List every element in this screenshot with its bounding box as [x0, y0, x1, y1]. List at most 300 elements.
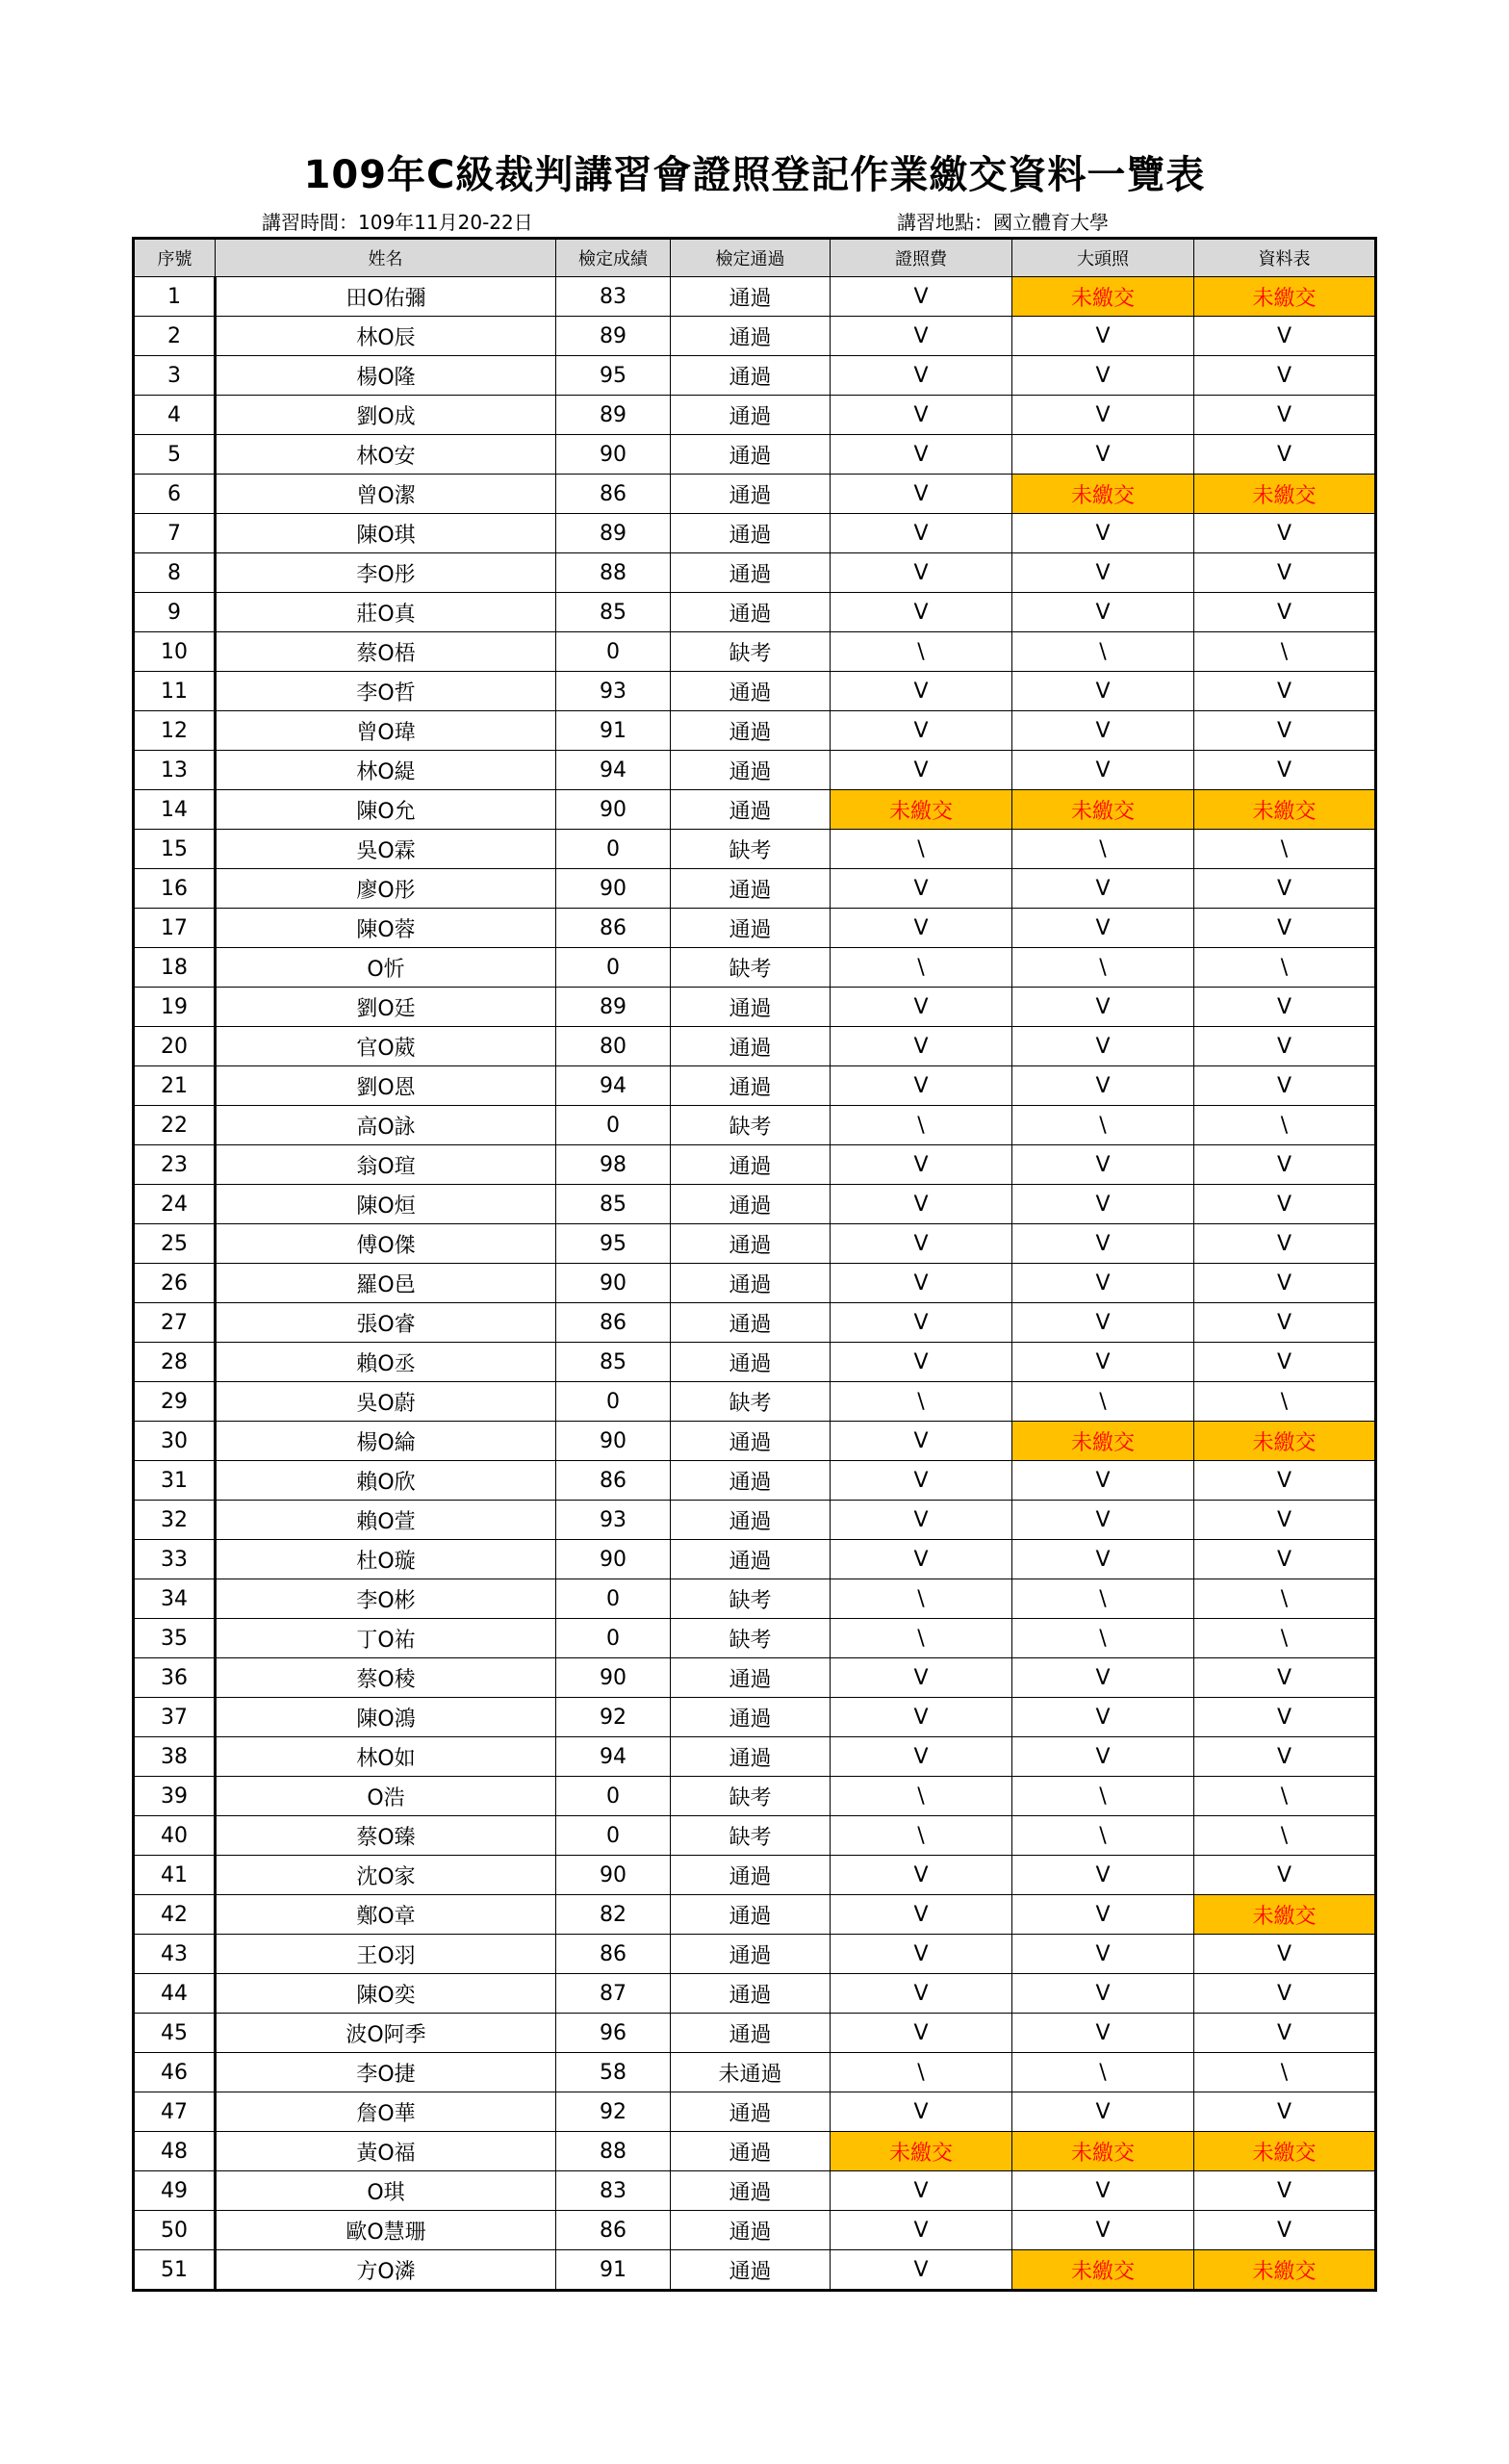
row-score: 89 [556, 514, 671, 553]
row-license-fee: \ [831, 1382, 1012, 1422]
row-license-fee: V [831, 1658, 1012, 1698]
row-pass: 通過 [671, 514, 831, 553]
table-row [134, 1303, 1376, 1343]
row-pass: 通過 [671, 593, 831, 632]
row-pass: 通過 [671, 1422, 831, 1461]
row-photo: 未繳交 [1012, 2132, 1194, 2171]
row-name: 沈O家 [216, 1856, 556, 1895]
row-license-fee: V [831, 1540, 1012, 1579]
table-row [134, 1422, 1376, 1461]
row-name: 林O辰 [216, 317, 556, 356]
row-name: 官O葳 [216, 1027, 556, 1066]
row-license-fee: V [831, 1185, 1012, 1224]
row-data-form: V [1194, 751, 1376, 790]
row-license-fee: V [831, 1461, 1012, 1501]
table-row [134, 1264, 1376, 1303]
row-data-form: 未繳交 [1194, 790, 1376, 830]
row-pass: 通過 [671, 1224, 831, 1264]
row-seq: 9 [134, 593, 216, 632]
table-row [134, 1461, 1376, 1501]
row-photo: V [1012, 1027, 1194, 1066]
row-photo: V [1012, 1501, 1194, 1540]
row-score: 86 [556, 475, 671, 514]
row-photo: V [1012, 1224, 1194, 1264]
row-seq: 13 [134, 751, 216, 790]
row-name: 廖O彤 [216, 869, 556, 909]
row-name: 李O捷 [216, 2053, 556, 2092]
row-score: 86 [556, 2211, 671, 2250]
row-score: 83 [556, 277, 671, 317]
row-data-form: \ [1194, 2053, 1376, 2092]
row-name: 吳O霖 [216, 830, 556, 869]
row-score: 90 [556, 1658, 671, 1698]
row-seq: 22 [134, 1106, 216, 1145]
row-data-form: V [1194, 435, 1376, 475]
row-score: 98 [556, 1145, 671, 1185]
table-row [134, 1856, 1376, 1895]
row-license-fee: V [831, 2092, 1012, 2132]
row-license-fee: V [831, 909, 1012, 948]
row-data-form: V [1194, 1737, 1376, 1777]
row-score: 0 [556, 1777, 671, 1816]
row-data-form: V [1194, 1303, 1376, 1343]
row-name: 賴O萱 [216, 1501, 556, 1540]
table-row [134, 1224, 1376, 1264]
row-photo: V [1012, 1935, 1194, 1974]
row-license-fee: V [831, 1935, 1012, 1974]
row-data-form: V [1194, 711, 1376, 751]
row-score: 88 [556, 2132, 671, 2171]
table-row [134, 1895, 1376, 1935]
row-seq: 20 [134, 1027, 216, 1066]
row-seq: 25 [134, 1224, 216, 1264]
row-seq: 4 [134, 396, 216, 435]
row-data-form: V [1194, 1224, 1376, 1264]
row-score: 90 [556, 869, 671, 909]
row-name: 李O彤 [216, 553, 556, 593]
row-license-fee: V [831, 2014, 1012, 2053]
row-score: 0 [556, 1382, 671, 1422]
row-seq: 1 [134, 277, 216, 317]
table-row [134, 2132, 1376, 2171]
row-seq: 17 [134, 909, 216, 948]
row-data-form: V [1194, 1856, 1376, 1895]
row-pass: 通過 [671, 475, 831, 514]
row-license-fee: V [831, 1856, 1012, 1895]
table-row [134, 1619, 1376, 1658]
row-name: 張O睿 [216, 1303, 556, 1343]
row-pass: 通過 [671, 2250, 831, 2291]
table-row [134, 1698, 1376, 1737]
row-pass: 通過 [671, 790, 831, 830]
table-row [134, 1185, 1376, 1224]
row-photo: V [1012, 672, 1194, 711]
row-photo: V [1012, 2092, 1194, 2132]
row-photo: V [1012, 356, 1194, 396]
row-license-fee: V [831, 672, 1012, 711]
row-name: 曾O瑋 [216, 711, 556, 751]
row-data-form: V [1194, 1658, 1376, 1698]
row-data-form: V [1194, 2211, 1376, 2250]
row-name: 翁O瑄 [216, 1145, 556, 1185]
row-name: 高O詠 [216, 1106, 556, 1145]
row-seq: 23 [134, 1145, 216, 1185]
table-row [134, 553, 1376, 593]
row-name: 黃O福 [216, 2132, 556, 2171]
row-name: 賴O丞 [216, 1343, 556, 1382]
row-seq: 19 [134, 988, 216, 1027]
row-score: 0 [556, 1816, 671, 1856]
row-photo: V [1012, 869, 1194, 909]
row-score: 91 [556, 711, 671, 751]
row-data-form: V [1194, 317, 1376, 356]
row-name: 吳O蔚 [216, 1382, 556, 1422]
row-license-fee: V [831, 1343, 1012, 1382]
row-score: 86 [556, 1303, 671, 1343]
row-license-fee: \ [831, 830, 1012, 869]
row-seq: 6 [134, 475, 216, 514]
table-row [134, 356, 1376, 396]
row-data-form: \ [1194, 1382, 1376, 1422]
row-score: 89 [556, 317, 671, 356]
row-score: 88 [556, 553, 671, 593]
row-photo: V [1012, 1974, 1194, 2014]
row-pass: 通過 [671, 1540, 831, 1579]
row-license-fee: V [831, 2171, 1012, 2211]
row-license-fee: V [831, 1422, 1012, 1461]
row-data-form: V [1194, 1343, 1376, 1382]
row-pass: 通過 [671, 2211, 831, 2250]
row-name: 劉O廷 [216, 988, 556, 1027]
row-seq: 14 [134, 790, 216, 830]
row-license-fee: V [831, 1066, 1012, 1106]
row-score: 0 [556, 1619, 671, 1658]
row-photo: V [1012, 1461, 1194, 1501]
row-license-fee: V [831, 277, 1012, 317]
table-row [134, 909, 1376, 948]
table-row [134, 396, 1376, 435]
row-license-fee: \ [831, 1579, 1012, 1619]
row-score: 90 [556, 435, 671, 475]
row-seq: 46 [134, 2053, 216, 2092]
row-pass: 通過 [671, 356, 831, 396]
row-name: 李O彬 [216, 1579, 556, 1619]
row-pass: 通過 [671, 1303, 831, 1343]
row-data-form: V [1194, 909, 1376, 948]
row-license-fee: V [831, 593, 1012, 632]
row-data-form: V [1194, 1027, 1376, 1066]
row-pass: 通過 [671, 1974, 831, 2014]
row-pass: 通過 [671, 1185, 831, 1224]
row-photo: \ [1012, 1619, 1194, 1658]
row-license-fee: V [831, 317, 1012, 356]
row-score: 86 [556, 1935, 671, 1974]
row-pass: 缺考 [671, 1816, 831, 1856]
row-license-fee: V [831, 988, 1012, 1027]
row-pass: 通過 [671, 711, 831, 751]
row-seq: 18 [134, 948, 216, 988]
row-seq: 21 [134, 1066, 216, 1106]
table-row [134, 869, 1376, 909]
row-seq: 51 [134, 2250, 216, 2291]
row-data-form: \ [1194, 948, 1376, 988]
row-license-fee: V [831, 1698, 1012, 1737]
row-photo: V [1012, 1737, 1194, 1777]
row-data-form: V [1194, 356, 1376, 396]
row-license-fee: V [831, 1264, 1012, 1303]
row-license-fee: V [831, 396, 1012, 435]
row-score: 80 [556, 1027, 671, 1066]
row-pass: 通過 [671, 988, 831, 1027]
row-pass: 通過 [671, 553, 831, 593]
row-license-fee: V [831, 1145, 1012, 1185]
session-location: 講習地點：國立體育大學 [897, 211, 1109, 234]
row-pass: 通過 [671, 317, 831, 356]
row-seq: 11 [134, 672, 216, 711]
row-score: 95 [556, 356, 671, 396]
row-photo: V [1012, 514, 1194, 553]
row-score: 0 [556, 1106, 671, 1145]
row-data-form: 未繳交 [1194, 2250, 1376, 2291]
table-row [134, 830, 1376, 869]
table-row [134, 475, 1376, 514]
row-score: 89 [556, 396, 671, 435]
row-photo: V [1012, 988, 1194, 1027]
row-photo: V [1012, 1856, 1194, 1895]
row-name: 林O安 [216, 435, 556, 475]
row-seq: 10 [134, 632, 216, 672]
row-score: 93 [556, 672, 671, 711]
row-photo: V [1012, 1343, 1194, 1382]
row-photo: V [1012, 593, 1194, 632]
table-row [134, 1974, 1376, 2014]
table-row [134, 2014, 1376, 2053]
row-data-form: V [1194, 1974, 1376, 2014]
row-seq: 26 [134, 1264, 216, 1303]
row-license-fee: \ [831, 948, 1012, 988]
row-score: 90 [556, 1856, 671, 1895]
row-name: 陳O奕 [216, 1974, 556, 2014]
row-photo: \ [1012, 632, 1194, 672]
row-pass: 通過 [671, 2171, 831, 2211]
row-pass: 缺考 [671, 1106, 831, 1145]
row-name: 蔡O臻 [216, 1816, 556, 1856]
row-photo: V [1012, 2211, 1194, 2250]
table-row [134, 711, 1376, 751]
row-seq: 44 [134, 1974, 216, 2014]
table-row [134, 1816, 1376, 1856]
row-score: 85 [556, 593, 671, 632]
row-name: 李O哲 [216, 672, 556, 711]
row-seq: 50 [134, 2211, 216, 2250]
row-data-form: \ [1194, 1106, 1376, 1145]
row-name: 羅O邑 [216, 1264, 556, 1303]
row-score: 86 [556, 1461, 671, 1501]
row-photo: V [1012, 1540, 1194, 1579]
row-pass: 通過 [671, 1145, 831, 1185]
row-photo: V [1012, 1698, 1194, 1737]
table-row [134, 514, 1376, 553]
table-row [134, 593, 1376, 632]
row-pass: 未通過 [671, 2053, 831, 2092]
row-data-form: V [1194, 1145, 1376, 1185]
row-data-form: \ [1194, 632, 1376, 672]
row-name: 田O佑彌 [216, 277, 556, 317]
row-name: 丁O祐 [216, 1619, 556, 1658]
table-row [134, 2211, 1376, 2250]
row-score: 94 [556, 751, 671, 790]
header-name: 姓名 [216, 239, 556, 277]
table-row [134, 790, 1376, 830]
row-pass: 通過 [671, 1066, 831, 1106]
row-data-form: V [1194, 593, 1376, 632]
row-name: 楊O隆 [216, 356, 556, 396]
row-license-fee: V [831, 356, 1012, 396]
row-data-form: V [1194, 1461, 1376, 1501]
row-seq: 24 [134, 1185, 216, 1224]
row-name: 陳O允 [216, 790, 556, 830]
row-seq: 15 [134, 830, 216, 869]
table-row [134, 1145, 1376, 1185]
row-name: 陳O蓉 [216, 909, 556, 948]
row-name: 楊O綸 [216, 1422, 556, 1461]
row-seq: 41 [134, 1856, 216, 1895]
table-row [134, 2171, 1376, 2211]
row-pass: 通過 [671, 869, 831, 909]
row-pass: 缺考 [671, 830, 831, 869]
row-license-fee: V [831, 1303, 1012, 1343]
table-row [134, 1658, 1376, 1698]
row-photo: 未繳交 [1012, 2250, 1194, 2291]
row-license-fee: 未繳交 [831, 2132, 1012, 2171]
row-license-fee: V [831, 2211, 1012, 2250]
row-data-form: 未繳交 [1194, 2132, 1376, 2171]
row-pass: 缺考 [671, 1579, 831, 1619]
row-name: 方O潾 [216, 2250, 556, 2291]
row-seq: 3 [134, 356, 216, 396]
row-photo: V [1012, 553, 1194, 593]
table-row [134, 988, 1376, 1027]
row-license-fee: V [831, 1974, 1012, 2014]
table-row [134, 2053, 1376, 2092]
row-license-fee: V [831, 514, 1012, 553]
row-name: 劉O恩 [216, 1066, 556, 1106]
row-pass: 通過 [671, 1501, 831, 1540]
row-seq: 7 [134, 514, 216, 553]
row-photo: 未繳交 [1012, 475, 1194, 514]
header-data-form: 資料表 [1194, 239, 1376, 277]
row-license-fee: V [831, 1895, 1012, 1935]
row-photo: V [1012, 2014, 1194, 2053]
table-row [134, 2250, 1376, 2291]
row-photo: V [1012, 1658, 1194, 1698]
row-pass: 通過 [671, 751, 831, 790]
row-score: 93 [556, 1501, 671, 1540]
row-photo: V [1012, 1066, 1194, 1106]
row-pass: 通過 [671, 1935, 831, 1974]
row-name: 劉O成 [216, 396, 556, 435]
row-score: 85 [556, 1185, 671, 1224]
row-name: O忻 [216, 948, 556, 988]
row-name: O琪 [216, 2171, 556, 2211]
row-score: 94 [556, 1737, 671, 1777]
row-photo: \ [1012, 1579, 1194, 1619]
session-time: 講習時間：109年11月20-22日 [262, 211, 533, 234]
row-license-fee: \ [831, 1106, 1012, 1145]
row-seq: 38 [134, 1737, 216, 1777]
row-name: 陳O琪 [216, 514, 556, 553]
row-license-fee: V [831, 1501, 1012, 1540]
table-row [134, 948, 1376, 988]
row-seq: 43 [134, 1935, 216, 1974]
row-name: 曾O潔 [216, 475, 556, 514]
row-data-form: V [1194, 672, 1376, 711]
row-seq: 5 [134, 435, 216, 475]
row-name: 傅O傑 [216, 1224, 556, 1264]
table-row [134, 1540, 1376, 1579]
row-data-form: V [1194, 1264, 1376, 1303]
row-name: 陳O鴻 [216, 1698, 556, 1737]
row-name: 蔡O稜 [216, 1658, 556, 1698]
document-title: 109年C級裁判講習會證照登記作業繳交資料一覽表 [303, 153, 1206, 197]
row-data-form: V [1194, 1066, 1376, 1106]
row-photo: 未繳交 [1012, 790, 1194, 830]
row-license-fee: \ [831, 2053, 1012, 2092]
table-row [134, 2092, 1376, 2132]
row-seq: 42 [134, 1895, 216, 1935]
row-seq: 40 [134, 1816, 216, 1856]
row-pass: 缺考 [671, 948, 831, 988]
row-photo: \ [1012, 948, 1194, 988]
row-seq: 16 [134, 869, 216, 909]
row-data-form: 未繳交 [1194, 1422, 1376, 1461]
row-photo: V [1012, 1264, 1194, 1303]
row-photo: V [1012, 1303, 1194, 1343]
row-photo: \ [1012, 1777, 1194, 1816]
row-pass: 缺考 [671, 632, 831, 672]
row-photo: \ [1012, 1106, 1194, 1145]
row-photo: 未繳交 [1012, 277, 1194, 317]
row-license-fee: V [831, 1027, 1012, 1066]
table-row [134, 277, 1376, 317]
row-score: 90 [556, 1264, 671, 1303]
row-score: 87 [556, 1974, 671, 2014]
row-data-form: \ [1194, 830, 1376, 869]
row-license-fee: V [831, 869, 1012, 909]
row-score: 90 [556, 790, 671, 830]
row-pass: 通過 [671, 1027, 831, 1066]
table-row [134, 1066, 1376, 1106]
row-data-form: \ [1194, 1777, 1376, 1816]
row-photo: V [1012, 711, 1194, 751]
row-seq: 35 [134, 1619, 216, 1658]
row-data-form: 未繳交 [1194, 475, 1376, 514]
row-license-fee: V [831, 751, 1012, 790]
table-row [134, 1501, 1376, 1540]
row-seq: 27 [134, 1303, 216, 1343]
row-name: 波O阿季 [216, 2014, 556, 2053]
table-row [134, 632, 1376, 672]
row-photo: \ [1012, 830, 1194, 869]
row-pass: 通過 [671, 396, 831, 435]
row-score: 0 [556, 632, 671, 672]
row-pass: 通過 [671, 1698, 831, 1737]
row-seq: 36 [134, 1658, 216, 1698]
row-name: 賴O欣 [216, 1461, 556, 1501]
row-seq: 49 [134, 2171, 216, 2211]
row-name: 詹O華 [216, 2092, 556, 2132]
row-license-fee: \ [831, 1619, 1012, 1658]
